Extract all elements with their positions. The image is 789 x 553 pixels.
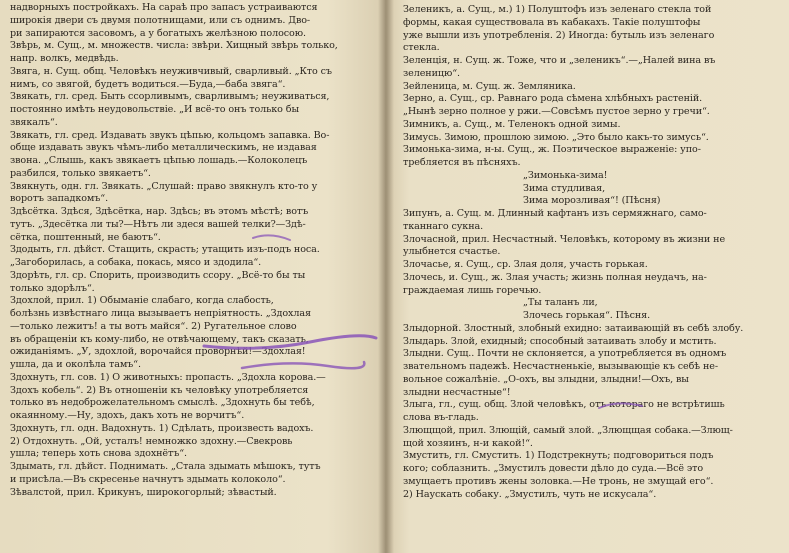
text-line: граждаемая лишь горечью.	[403, 284, 542, 296]
text-line: только въ недоброжелательномъ смыслѣ. „Здохнуть бы тебѣ,	[10, 397, 315, 409]
text-line: разбился, только звякаетъ“.	[10, 167, 151, 179]
text-line: Злочасье, я. Сущ., ср. Злая доля, участь горькая.	[403, 259, 648, 270]
text-line: Здорѣть, гл. ср. Спорить, производить ссору. „Всё-то бы ты	[10, 269, 306, 281]
verse-line: „Зимонька-зима!	[523, 169, 608, 181]
text-line: Злыдорной. Злостный, злобный ехидно: затаивающій въ себѣ злобу.	[403, 322, 744, 334]
text-line: формы, какая существовала въ кабакахъ. Такіе полуштофы	[403, 16, 701, 28]
text-line: въ обращеніи къ кому-либо, не отвѣчающему, такъ сказать,	[10, 333, 309, 345]
left-column	[10, 0, 378, 499]
text-line: нимъ, со звягой, будетъ водиться.—Буда,—баба звяга“.	[10, 78, 286, 90]
text-line: Звѣрь, м. Сущ., м. множеств. числа: звѣри. Хищный звѣрь только,	[10, 40, 338, 52]
text-line: ушла; теперь хоть снова здохнётъ“.	[10, 448, 187, 460]
text-line: вольное сожалѣніе. „О-охъ, вы злыдни, злыдни!—Охъ, вы	[403, 373, 689, 385]
text-line: Зимникъ, а. Сущ., м. Теленокъ одной зимы.	[403, 118, 621, 130]
verse-block	[403, 170, 781, 208]
text-line: болѣзнь извѣстнаго лица вызываетъ непріятность. „Здохлая	[10, 308, 311, 319]
text-line: Звяга, н. Сущ. общ. Человѣкъ неуживчивый, сварливый. „Кто съ	[10, 65, 332, 77]
text-line: звякалъ“.	[10, 116, 58, 128]
text-line: постоянно имѣть неудовольствіе. „И всё-то онъ только бы	[10, 104, 300, 115]
text-line: ри запираются засовомъ, а у богатыхъ желѣзною полосою.	[10, 27, 306, 39]
pencil-mark-4	[596, 396, 646, 416]
verse-line: Злочесь горькая“. Пѣсня.	[523, 310, 651, 321]
text-line: Здохъ кобель“. 2) Въ отношеніи къ человѣку употребляется	[10, 384, 309, 396]
text-line: Зеленція, н. Сущ. ж. Тоже, что и „зеленикъ“.—„Налей вина въ	[403, 55, 716, 66]
text-line: тутъ. „Здесётка ли ты?—Нѣтъ ли здеся вашей телки?—Здѣ-	[10, 218, 306, 230]
verse-line: „Ты таланъ ли,	[523, 297, 598, 309]
text-line: зеленицю“.	[403, 67, 460, 79]
text-line: 2) Наускать собаку. „Змустилъ, чуть не искусала“.	[403, 488, 657, 500]
text-line: злыдни несчастные“!	[403, 386, 511, 398]
pencil-mark-1	[200, 332, 380, 356]
text-line: Злющщой, прил. Злющій, самый злой. „Злющщая собака.—Злющ-	[403, 424, 733, 436]
right-page	[385, 0, 789, 553]
text-line: сётка, поштенный, не баютъ“.	[10, 231, 161, 243]
text-line: широкія двери съ двумя полотнищами, или съ однимъ. Дво-	[10, 14, 311, 26]
right-column	[403, 0, 781, 501]
verse-line: Зима морозливая“! (Пѣсня)	[523, 195, 661, 207]
text-line: Злочесь, и. Сущ., ж. Злая участь; жизнь полная неудачъ, на-	[403, 271, 707, 283]
verse-line: Зима студливая,	[523, 182, 606, 194]
text-line: Злыга, гл., сущ. общ. Злой человѣкъ, отъ котораго не встрѣтишь	[403, 399, 725, 411]
book-gutter	[378, 0, 394, 553]
text-line: —только лежитъ! а ты вотъ майся“. 2) Ругательное слово	[10, 320, 297, 332]
text-line: только здорѣлъ“.	[10, 282, 95, 294]
text-line: Зеленикъ, а. Сущ., м.) 1) Полуштофъ изъ зеленаго стекла той	[403, 4, 712, 15]
text-line: Зейленица, м. Сущ. ж. Земляника.	[403, 80, 576, 92]
text-line: улыбнется счастье.	[403, 246, 501, 258]
text-line: щой хозяинъ, н-и какой!“.	[403, 437, 533, 449]
text-line: воротъ западкомъ“.	[10, 193, 109, 205]
text-line: 2) Отдохнуть. „Ой, усталъ! немножко здохну.—Свекровь	[10, 435, 293, 447]
text-line: звона. „Слышь, какъ звякаетъ цѣпью лошадь.—Колоколецъ	[10, 155, 308, 166]
text-line: звательномъ падежѣ. Несчастненькіе, вызывающіе къ себѣ не-	[403, 361, 718, 372]
text-line: окаянному.—Ну, здохъ, дакъ хоть не ворчитъ“.	[10, 410, 245, 421]
text-line: слова въ-гладь.	[403, 412, 479, 423]
text-line: обще издавать звукъ чѣмъ-либо металлическимъ, не издавая	[10, 142, 317, 154]
text-line: Зимонька-зима, н-ы. Сущ., ж. Поэтическое выраженіе: упо-	[403, 144, 701, 156]
text-line: тканнаго сукна.	[403, 220, 484, 232]
left-page	[0, 0, 385, 553]
text-line: надворныхъ постройкахъ. На сараѣ про запасъ устраиваются	[10, 2, 318, 13]
text-line: Здохнуть, гл. сов. 1) О животныхъ: пропасть. „Здохла корова.—	[10, 371, 326, 383]
text-line: напр. волкъ, медвѣдь.	[10, 53, 119, 64]
text-line: уже вышли изъ употребленія. 2) Иногда: бутыль изъ зеленаго	[403, 29, 715, 41]
text-line: Звякать, гл. сред. Быть ссорливымъ, сварливымъ; неуживаться,	[10, 91, 330, 103]
text-line: ожиданіямъ. „У, здохлой, ворочайся проворнѣй!—Здохлая!	[10, 346, 306, 358]
text-line: Зерно, а. Сущ., ср. Равнаго рода сѣмена хлѣбныхъ растеній.	[403, 93, 703, 105]
text-line: Здохнуть, гл. одн. Вадохнуть. 1) Сдѣлать, произвесть вадохъ.	[10, 422, 314, 434]
text-line: стекла.	[403, 42, 440, 54]
text-line: Зипунъ, а. Сущ. м. Длинный кафтанъ изъ сермяжнаго, само-	[403, 208, 707, 219]
verse-block	[403, 297, 781, 323]
text-line: Здохлой, прил. 1) Обыманіе слабаго, когда слабость,	[10, 295, 274, 307]
text-line: ушла, да и околѣла тамъ“.	[10, 359, 141, 370]
text-line: Зимусь. Зимою, прошлою зимою. „Это было какъ-то зимусь“.	[403, 131, 709, 143]
text-line: Здодыть, гл. дѣйст. Стащить, скрасть; утащить изъ-подъ носа.	[10, 244, 320, 256]
text-line: „Загоборилась, а собака, покась, мясо и здодила“.	[10, 257, 262, 268]
text-line: требляется въ пѣсняхъ.	[403, 157, 521, 168]
text-line: змущаетъ противъ жены золовка.—Не тронь, не змущай его“.	[403, 475, 714, 487]
pencil-mark-2	[238, 356, 368, 376]
text-line: Змустить, гл. Смустить. 1) Подстрекнуть; подговориться подъ	[403, 450, 714, 462]
text-line: Злыдни. Сущ.. Почти не склоняется, а употребляется въ одномъ	[403, 348, 727, 360]
text-line: Звякать, гл. сред. Издавать звукъ цѣпью, кольцомъ запавка. Во-	[10, 129, 330, 141]
text-line: Злыдарь. Злой, ехидный; способный затаивать злобу и мстить.	[403, 335, 717, 347]
text-line: Здѣсётка. Здѣся, Здѣсётка, нар. Здѣсь; въ этомъ мѣстѣ; вотъ	[10, 206, 309, 217]
pencil-mark-3	[250, 228, 294, 246]
text-line: Злочасной, прил. Несчастный. Человѣкъ, которому въ жизни не	[403, 233, 726, 245]
text-line: Звякнуть, одн. гл. Звякать. „Слушай: право звякнулъ кто-то у	[10, 180, 318, 192]
text-line: и присѣла.—Въ скресенье начнутъ здымать колоколо“.	[10, 473, 286, 485]
text-line: кого; соблазнить. „Змустилъ довести дѣло до суда.—Всё это	[403, 463, 704, 474]
text-line: Здымать, гл. дѣйст. Поднимать. „Стала здымать мѣшокъ, тутъ	[10, 461, 321, 472]
text-line: „Нынѣ зерно полное у ржи.—Совсѣмъ пустое зерно у гречи“.	[403, 106, 710, 117]
text-line: Зѣвалстой, прил. Крикунъ, широкогорлый; зѣвастый.	[10, 486, 277, 498]
